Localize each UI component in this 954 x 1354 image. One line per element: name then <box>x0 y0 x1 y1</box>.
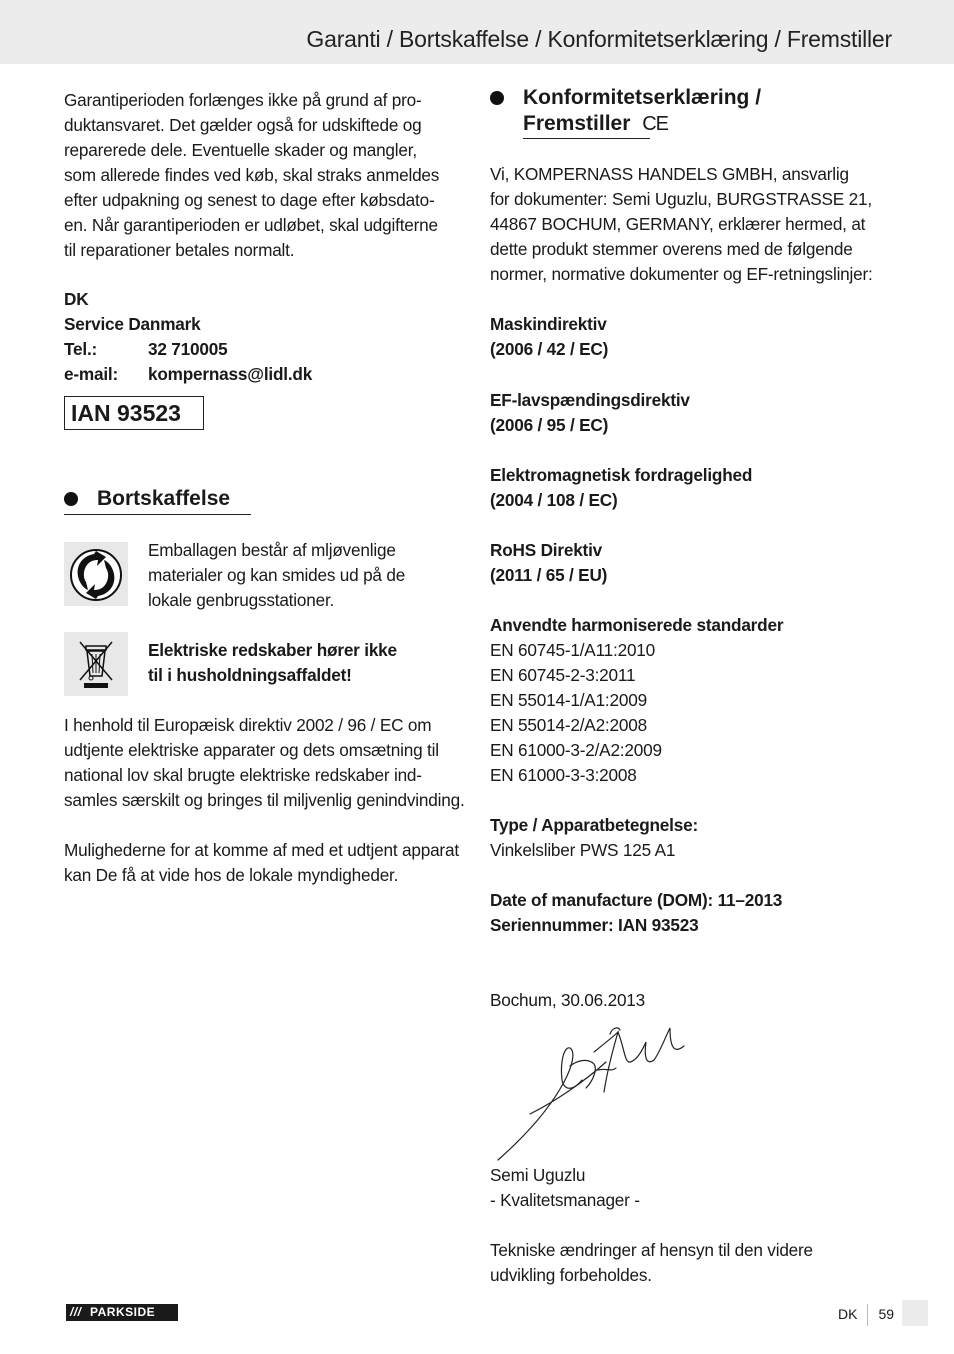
logo-slashes-icon: /// <box>70 1305 82 1319</box>
text-line: normer, normative dokumenter og EF-retningslinjer: <box>490 264 873 284</box>
text-line: duktansvaret. Det gælder også for udskiftede og <box>64 115 422 135</box>
footer-tab <box>902 1300 928 1326</box>
directive-block <box>490 388 690 438</box>
text-line: dette produkt stemmer overens med de følgende <box>490 239 853 259</box>
page-number: 59 <box>878 1306 895 1322</box>
type-block <box>490 813 698 863</box>
directive-name: EF-lavspændingsdirektiv <box>490 390 690 410</box>
dom-block <box>490 888 782 938</box>
standards-list <box>490 613 783 788</box>
email-label: e-mail: <box>64 364 118 384</box>
disposal-heading <box>64 486 230 512</box>
text-line: kan De få at vide hos de lokale myndigheder. <box>64 865 399 885</box>
signer-block <box>490 1163 640 1213</box>
conformity-heading-line2: Fremstiller <box>523 112 631 135</box>
standard-item: EN 60745-1/A11:2010 <box>490 640 656 660</box>
text-line: Tekniske ændringer af hensyn til den videre <box>490 1240 813 1260</box>
text-line: for dokumenter: Semi Uguzlu, BURGSTRASSE 21, <box>490 189 872 209</box>
standard-item: EN 55014-1/A1:2009 <box>490 690 647 710</box>
signature-image <box>494 1022 694 1164</box>
email-value: kompernass@lidl.dk <box>148 364 313 384</box>
text-line: udvikling forbeholdes. <box>490 1265 652 1285</box>
tel-value: 32 710005 <box>148 339 228 359</box>
page-header <box>0 0 954 64</box>
directive-code: (2011 / 65 / EU) <box>490 565 608 585</box>
conformity-heading-2 <box>490 111 668 137</box>
service-contact <box>64 287 312 387</box>
text-line: national lov skal brugte elektriske redskaber ind- <box>64 765 422 785</box>
directive-block <box>490 312 608 362</box>
service-country: DK <box>64 289 89 309</box>
crossed-bin-icon <box>64 632 128 696</box>
standard-item: EN 60745-2-3:2011 <box>490 665 636 685</box>
footer-divider <box>867 1304 868 1326</box>
serial-line: Seriennummer: IAN 93523 <box>490 915 699 935</box>
bullet-icon <box>490 91 504 105</box>
service-tel <box>64 337 312 362</box>
standard-item: EN 55014-2/A2:2008 <box>490 715 647 735</box>
authority-paragraph <box>64 838 459 888</box>
text-line: materialer og kan smides ud på de <box>148 565 406 585</box>
text-line: reparerede dele. Eventuelle skader og mangler, <box>64 140 417 160</box>
directive-name: RoHS Direktiv <box>490 540 603 560</box>
heading-underline <box>523 138 650 139</box>
disposal-heading-text: Bortskaffelse <box>97 487 231 510</box>
conformity-heading-line1: Konformitetserklæring / <box>523 86 762 109</box>
heading-underline <box>64 514 251 515</box>
standard-item: EN 61000-3-2/A2:2009 <box>490 740 662 760</box>
type-value: Vinkelsliber PWS 125 A1 <box>490 840 676 860</box>
directive-block <box>490 463 752 513</box>
directive-name: Elektromagnetisk fordragelighed <box>490 465 753 485</box>
standards-heading: Anvendte harmoniserede standarder <box>490 615 784 635</box>
ian-box: IAN 93523 <box>64 396 204 430</box>
text-line: til i husholdningsaffaldet! <box>148 665 352 685</box>
text-line: som allerede findes ved køb, skal straks anmeldes <box>64 165 440 185</box>
text-line: I henhold til Europæisk direktiv 2002 / 96 / EC om <box>64 715 432 735</box>
directive-code: (2006 / 42 / EC) <box>490 339 609 359</box>
signer-title: - Kvalitetsmanager - <box>490 1190 640 1210</box>
recycling-icon <box>64 542 128 606</box>
weee-warning <box>148 638 397 688</box>
directive-code: (2006 / 95 / EC) <box>490 415 609 435</box>
text-line: en. Når garantiperioden er udløbet, skal udgifterne <box>64 215 438 235</box>
signer-name: Semi Uguzlu <box>490 1165 586 1185</box>
dom-line: Date of manufacture (DOM): 11–2013 <box>490 890 783 910</box>
note-paragraph <box>490 1238 813 1288</box>
page-title: Garanti / Bortskaffelse / Konformitetserklæring / Fremstiller <box>306 26 892 52</box>
text-line: efter udpakning og senest to dage efter købsdato- <box>64 190 435 210</box>
bullet-icon <box>64 492 78 506</box>
footer-lang: DK <box>838 1306 858 1322</box>
ce-mark-icon: CE <box>642 113 669 135</box>
directive-block <box>490 538 607 588</box>
text-line: Emballagen består af mljøvenlige <box>148 540 396 560</box>
text-line: til reparationer betales normalt. <box>64 240 295 260</box>
text-line: Vi, KOMPERNASS HANDELS GMBH, ansvarlig <box>490 164 849 184</box>
text-line: udtjente elektriske apparater og dets omsætning til <box>64 740 439 760</box>
warranty-paragraph <box>64 88 439 263</box>
service-email <box>64 362 312 387</box>
type-label: Type / Apparatbetegnelse: <box>490 815 698 835</box>
text-line: lokale genbrugsstationer. <box>148 590 335 610</box>
text-line: Mulighederne for at komme af med et udtjent apparat <box>64 840 459 860</box>
brand-name: PARKSIDE <box>90 1305 156 1319</box>
directive-paragraph <box>64 713 465 813</box>
intro-paragraph <box>490 162 873 287</box>
tel-label: Tel.: <box>64 339 98 359</box>
text-line: 44867 BOCHUM, GERMANY, erklærer hermed, at <box>490 214 866 234</box>
place-date: Bochum, 30.06.2013 <box>490 990 646 1010</box>
service-name: Service Danmark <box>64 314 201 334</box>
directive-name: Maskindirektiv <box>490 314 607 334</box>
conformity-heading <box>490 85 761 111</box>
parkside-logo <box>66 1304 178 1321</box>
standard-item: EN 61000-3-3:2008 <box>490 765 637 785</box>
text-line: Garantiperioden forlænges ikke på grund af pro- <box>64 90 422 110</box>
text-line: Elektriske redskaber hører ikke <box>148 640 397 660</box>
text-line: samles særskilt og bringes til miljvenlig genindvinding. <box>64 790 465 810</box>
directive-code: (2004 / 108 / EC) <box>490 490 618 510</box>
packaging-paragraph <box>148 538 405 613</box>
page-footer <box>838 1304 894 1326</box>
